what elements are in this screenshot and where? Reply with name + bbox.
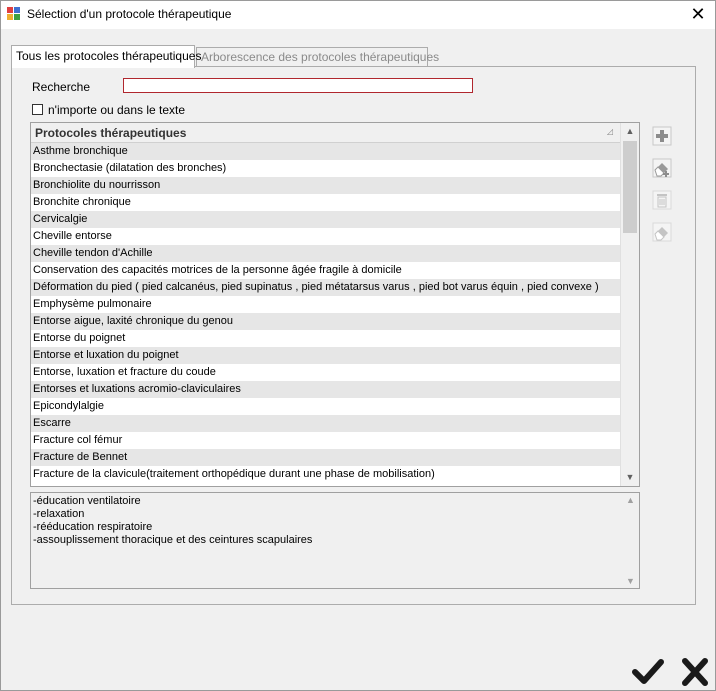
grid-column-header-label: Protocoles thérapeutiques bbox=[35, 126, 187, 140]
title-bar bbox=[1, 1, 715, 29]
detail-line: -rééducation respiratoire bbox=[33, 521, 153, 533]
delete-trash-icon bbox=[650, 189, 674, 211]
grid-vertical-scrollbar[interactable] bbox=[620, 123, 639, 486]
table-row[interactable]: Bronchiolite du nourrisson bbox=[31, 177, 621, 194]
table-row[interactable]: Déformation du pied ( pied calcanéus, pied supinatus , pied métatarsus varus , pied bot varus équin , pied convexe ) bbox=[31, 279, 621, 296]
anywhere-checkbox-label: n'importe ou dans le texte bbox=[48, 103, 186, 117]
table-row[interactable]: Asthme bronchique bbox=[31, 143, 621, 160]
table-row[interactable]: Epicondylalgie bbox=[31, 398, 621, 415]
table-row[interactable]: Entorse et luxation du poignet bbox=[31, 347, 621, 364]
tab-all-protocols[interactable]: Tous les protocoles thérapeutiques bbox=[11, 45, 195, 68]
table-row[interactable]: Entorses et luxations acromio-claviculaires bbox=[31, 381, 621, 398]
protocol-detail-text bbox=[33, 495, 312, 547]
close-icon: ✕ bbox=[690, 4, 706, 24]
tab-protocol-tree[interactable]: Arborescence des protocoles thérapeutiques bbox=[196, 47, 428, 67]
table-row[interactable]: Entorse du poignet bbox=[31, 330, 621, 347]
add-icon bbox=[650, 125, 674, 147]
table-row[interactable]: Cervicalgie bbox=[31, 211, 621, 228]
eraser-icon bbox=[650, 221, 674, 243]
grid-rows bbox=[31, 143, 621, 483]
checkmark-icon bbox=[631, 657, 665, 687]
search-input[interactable] bbox=[123, 78, 473, 93]
window-title: Sélection d'un protocole thérapeutique bbox=[27, 7, 232, 21]
detail-scroll-up-icon[interactable]: ▲ bbox=[626, 495, 635, 505]
scroll-thumb[interactable] bbox=[623, 141, 637, 233]
detail-line: -assouplissement thoracique et des ceintures scapulaires bbox=[33, 534, 313, 546]
table-row[interactable]: Bronchectasie (dilatation des bronches) bbox=[31, 160, 621, 177]
edit-protocol-button[interactable] bbox=[650, 157, 674, 179]
detail-vertical-scrollbar[interactable] bbox=[622, 493, 639, 588]
add-protocol-button[interactable] bbox=[650, 125, 674, 147]
sort-indicator-icon: ◿ bbox=[606, 127, 613, 136]
scroll-down-icon[interactable]: ▼ bbox=[625, 472, 635, 482]
scroll-up-icon[interactable]: ▲ bbox=[625, 126, 635, 136]
protocols-grid bbox=[30, 122, 640, 487]
table-row[interactable]: Escarre bbox=[31, 415, 621, 432]
table-row[interactable]: Cheville entorse bbox=[31, 228, 621, 245]
table-row[interactable]: Entorse, luxation et fracture du coude bbox=[31, 364, 621, 381]
close-window-button[interactable] bbox=[687, 3, 709, 25]
detail-scroll-down-icon[interactable]: ▼ bbox=[626, 576, 635, 586]
table-row[interactable]: Emphysème pulmonaire bbox=[31, 296, 621, 313]
edit-eraser-icon bbox=[650, 157, 674, 179]
app-icon bbox=[7, 7, 21, 21]
grid-column-header[interactable] bbox=[31, 123, 621, 143]
protocol-detail-box[interactable] bbox=[30, 492, 640, 589]
search-label: Recherche bbox=[32, 80, 91, 94]
table-row[interactable]: Bronchite chronique bbox=[31, 194, 621, 211]
table-row[interactable]: Cheville tendon d'Achille bbox=[31, 245, 621, 262]
detail-line: -relaxation bbox=[33, 508, 85, 520]
cross-icon bbox=[678, 657, 712, 687]
table-row[interactable]: Fracture de Bennet bbox=[31, 449, 621, 466]
cancel-button[interactable] bbox=[678, 657, 712, 687]
delete-protocol-button[interactable] bbox=[650, 189, 674, 211]
ok-button[interactable] bbox=[631, 657, 665, 687]
table-row[interactable]: Fracture col fémur bbox=[31, 432, 621, 449]
clear-protocol-button[interactable] bbox=[650, 221, 674, 243]
table-row[interactable]: Entorse aigue, laxité chronique du genou bbox=[31, 313, 621, 330]
detail-line: -éducation ventilatoire bbox=[33, 495, 141, 507]
anywhere-checkbox[interactable] bbox=[32, 104, 43, 115]
table-row[interactable]: Conservation des capacités motrices de la personne âgée fragile à domicile bbox=[31, 262, 621, 279]
table-row[interactable]: Fracture de la clavicule(traitement orthopédique durant une phase de mobilisation) bbox=[31, 466, 621, 483]
